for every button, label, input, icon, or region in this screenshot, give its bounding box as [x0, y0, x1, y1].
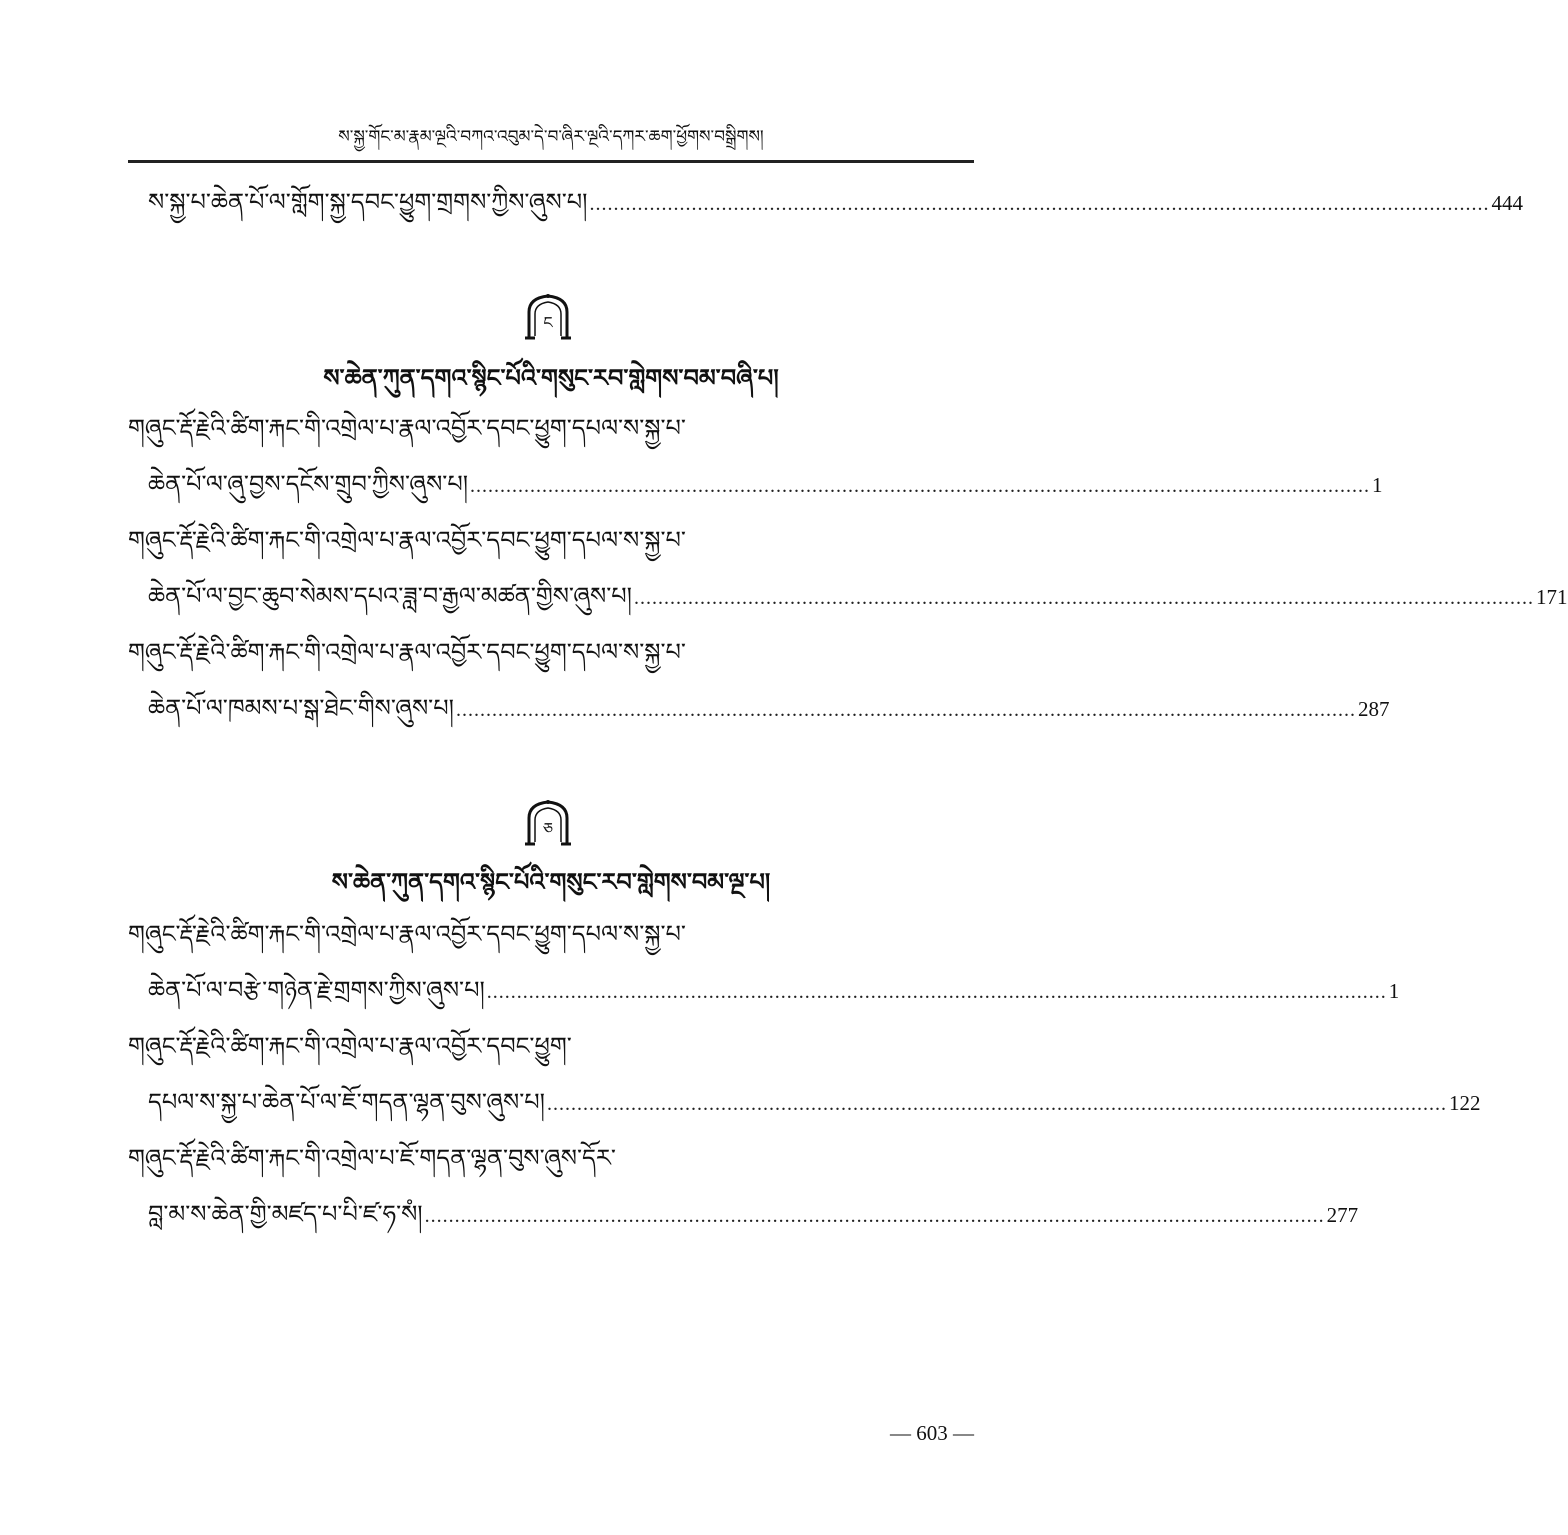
- section-ornament-icon: [521, 292, 575, 342]
- toc-leader: ......................................................................................................................................................: [634, 587, 1535, 609]
- toc-entry-line1: [128, 632, 974, 672]
- toc-entry-line2: [148, 970, 1400, 1010]
- toc-page-number: 1: [1372, 473, 1383, 497]
- toc-entry-line2: [148, 464, 1383, 504]
- toc-page-number: 287: [1357, 697, 1390, 721]
- toc-entry-line2: [148, 1082, 1481, 1122]
- toc-entry-text: གཞུང་རྡོ་རྗེའི་ཚིག་རྐང་གི་འགྲེལ་པ་རྣལ་འབྱོར་དབང་ཕྱུག་: [128, 1032, 572, 1060]
- toc-entry-text: ཆེན་པོ་ལ་ཞུ་བྱས་དངོས་གྲུབ་ཀྱིས་ཞུས་པ།: [148, 470, 469, 498]
- toc-entry-text: ས་སྐྱ་པ་ཆེན་པོ་ལ་གློག་སྐྱ་དབང་ཕྱུག་གྲགས་ཀྱིས་ཞུས་པ།: [148, 188, 588, 216]
- toc-entry-line1: [128, 914, 974, 954]
- toc-entry-text: དཔལ་ས་སྐྱ་པ་ཆེན་པོ་ལ་ཇོ་གདན་ལྷན་བུས་ཞུས་པ།: [148, 1088, 545, 1116]
- toc-entry-text: ཆེན་པོ་ལ་བརྩེ་གཉེན་རྗེ་གྲགས་ཀྱིས་ཞུས་པ།: [148, 976, 485, 1004]
- toc-entry-line1: [128, 1138, 974, 1178]
- section-ornament-icon: [521, 798, 575, 848]
- toc-entry-line1: [128, 520, 974, 560]
- toc-leader: ......................................................................................................................................................: [470, 475, 1371, 497]
- toc-leader: ......................................................................................................................................................: [455, 699, 1356, 721]
- toc-leader: ......................................................................................................................................................: [589, 193, 1490, 215]
- toc-entry-text: གཞུང་རྡོ་རྗེའི་ཚིག་རྐང་གི་འགྲེལ་པ་རྣལ་འབྱོར་དབང་ཕྱུག་དཔལ་ས་སྐྱ་པ་: [128, 526, 686, 554]
- toc-page-number: 122: [1448, 1091, 1481, 1115]
- ornament-letter: ང: [543, 313, 553, 332]
- toc-entry-text: གཞུང་རྡོ་རྗེའི་ཚིག་རྐང་གི་འགྲེལ་པ་ཇོ་གདན་ལྷན་བུས་ཞུས་དོར་: [128, 1144, 616, 1172]
- ornament-letter: ཅ: [542, 819, 554, 838]
- header-rule: [128, 160, 974, 163]
- toc-entry-top: [148, 182, 1523, 222]
- toc-page-number: 171: [1536, 585, 1568, 609]
- toc-entry-text: གཞུང་རྡོ་རྗེའི་ཚིག་རྐང་གི་འགྲེལ་པ་རྣལ་འབྱོར་དབང་ཕྱུག་དཔལ་ས་སྐྱ་པ་: [128, 638, 686, 666]
- toc-leader: ......................................................................................................................................................: [546, 1093, 1447, 1115]
- toc-entry-line1: [128, 408, 974, 448]
- toc-entry-line2: [148, 576, 1568, 616]
- toc-entry-line2: [148, 1194, 1359, 1234]
- toc-leader: ......................................................................................................................................................: [486, 981, 1387, 1003]
- section-title: ས་ཆེན་ཀུན་དགའ་སྙིང་པོའི་གསུང་རབ་གླེགས་བམ་ལྔ་པ།: [331, 867, 771, 896]
- running-header: ས་སྐྱ་གོང་མ་རྣམ་ལྔའི་བཀའ་འབུམ་དེ་བ་ཞིར་ལྔའི་དཀར་ཆག་ཕྱོགས་བསྒྲིགས།: [338, 127, 764, 147]
- toc-leader: ......................................................................................................................................................: [424, 1205, 1325, 1227]
- toc-entry-text: ཆེན་པོ་ལ་བྱང་ཆུབ་སེམས་དཔའ་ཟླ་བ་རྒྱལ་མཚན་གྱིས་ཞུས་པ།: [148, 582, 633, 610]
- toc-page-number: 444: [1491, 191, 1523, 215]
- toc-page-number: 277: [1326, 1203, 1359, 1227]
- footer-page-number: — 603 —: [890, 1421, 974, 1445]
- toc-page-number: 1: [1388, 979, 1400, 1003]
- section-title: ས་ཆེན་ཀུན་དགའ་སྙིང་པོའི་གསུང་རབ་གླེགས་བམ་བཞི་པ།: [323, 363, 779, 392]
- toc-entry-text: གཞུང་རྡོ་རྗེའི་ཚིག་རྐང་གི་འགྲེལ་པ་རྣལ་འབྱོར་དབང་ཕྱུག་དཔལ་ས་སྐྱ་པ་: [128, 920, 686, 948]
- toc-entry-text: ཆེན་པོ་ལ་ཁམས་པ་སྒ་ཐེང་གིས་ཞུས་པ།: [148, 694, 454, 722]
- toc-entry-line1: [128, 1026, 974, 1066]
- toc-entry-text: གཞུང་རྡོ་རྗེའི་ཚིག་རྐང་གི་འགྲེལ་པ་རྣལ་འབྱོར་དབང་ཕྱུག་དཔལ་ས་སྐྱ་པ་: [128, 414, 686, 442]
- toc-entry-line2: [148, 688, 1390, 728]
- toc-entry-text: བླ་མ་ས་ཆེན་གྱི་མཛད་པ་པི་ཛ་ཧ་སཾ།: [148, 1200, 423, 1228]
